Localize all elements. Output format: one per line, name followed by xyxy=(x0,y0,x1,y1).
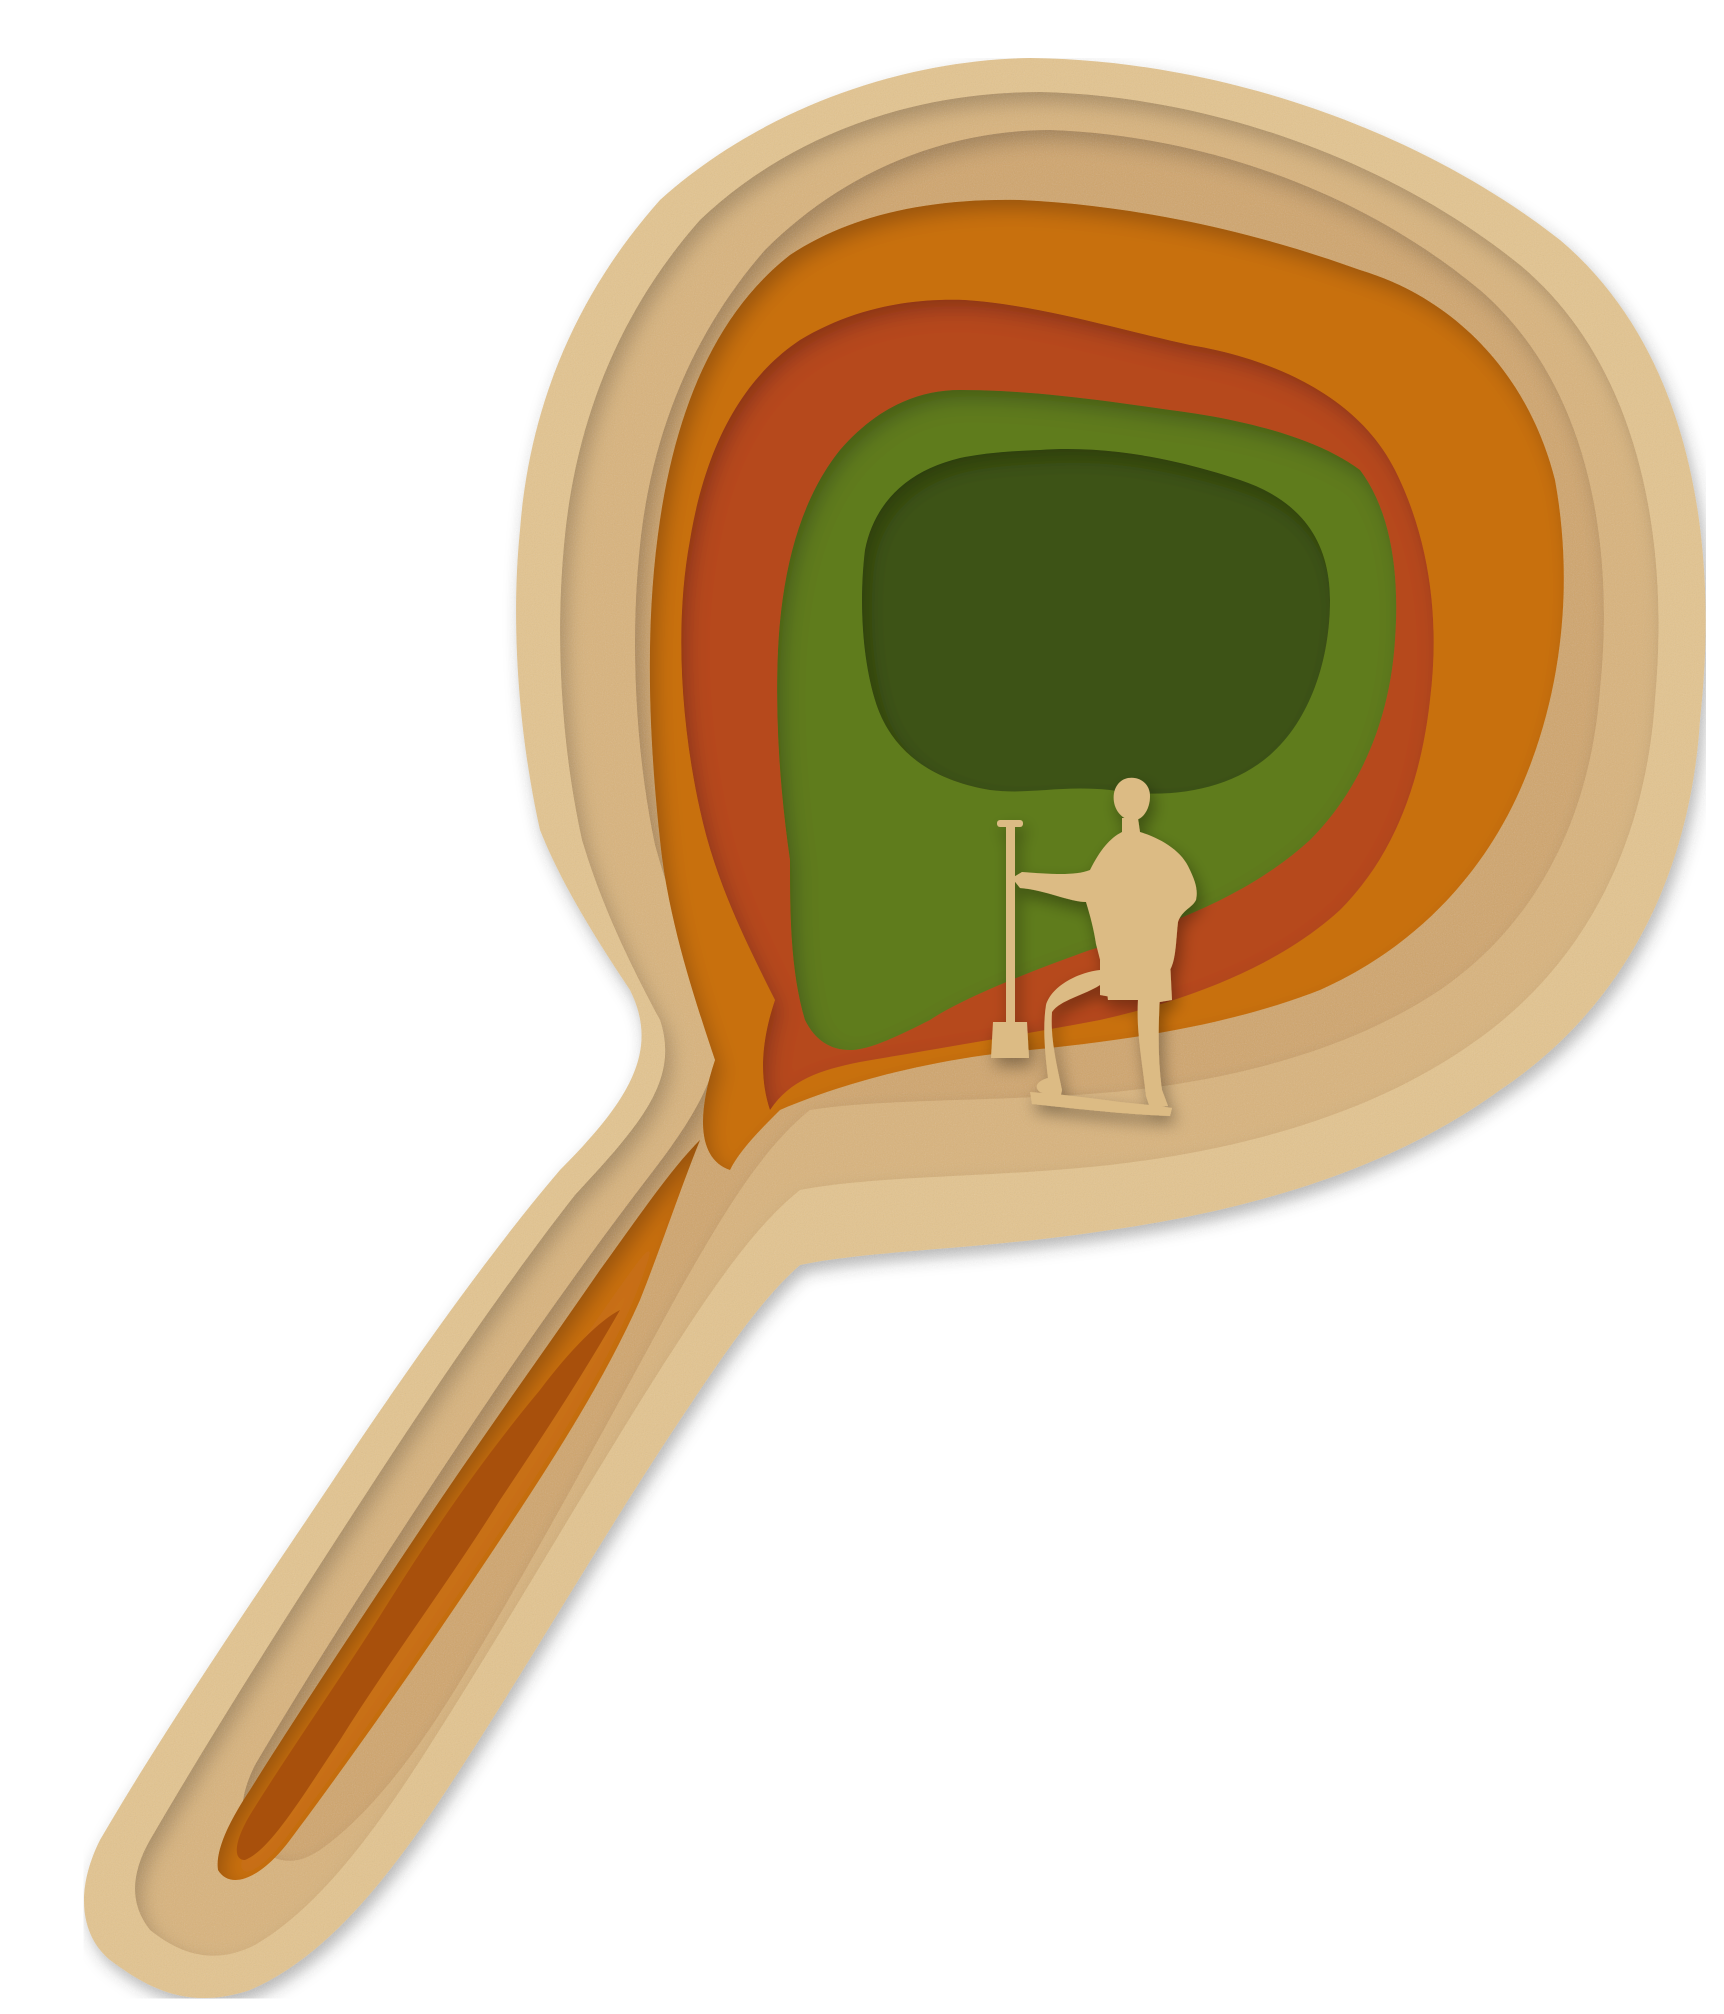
shovel-blade xyxy=(991,1022,1029,1058)
dark-green-core xyxy=(862,449,1330,794)
shovel-shaft xyxy=(1006,824,1015,1024)
